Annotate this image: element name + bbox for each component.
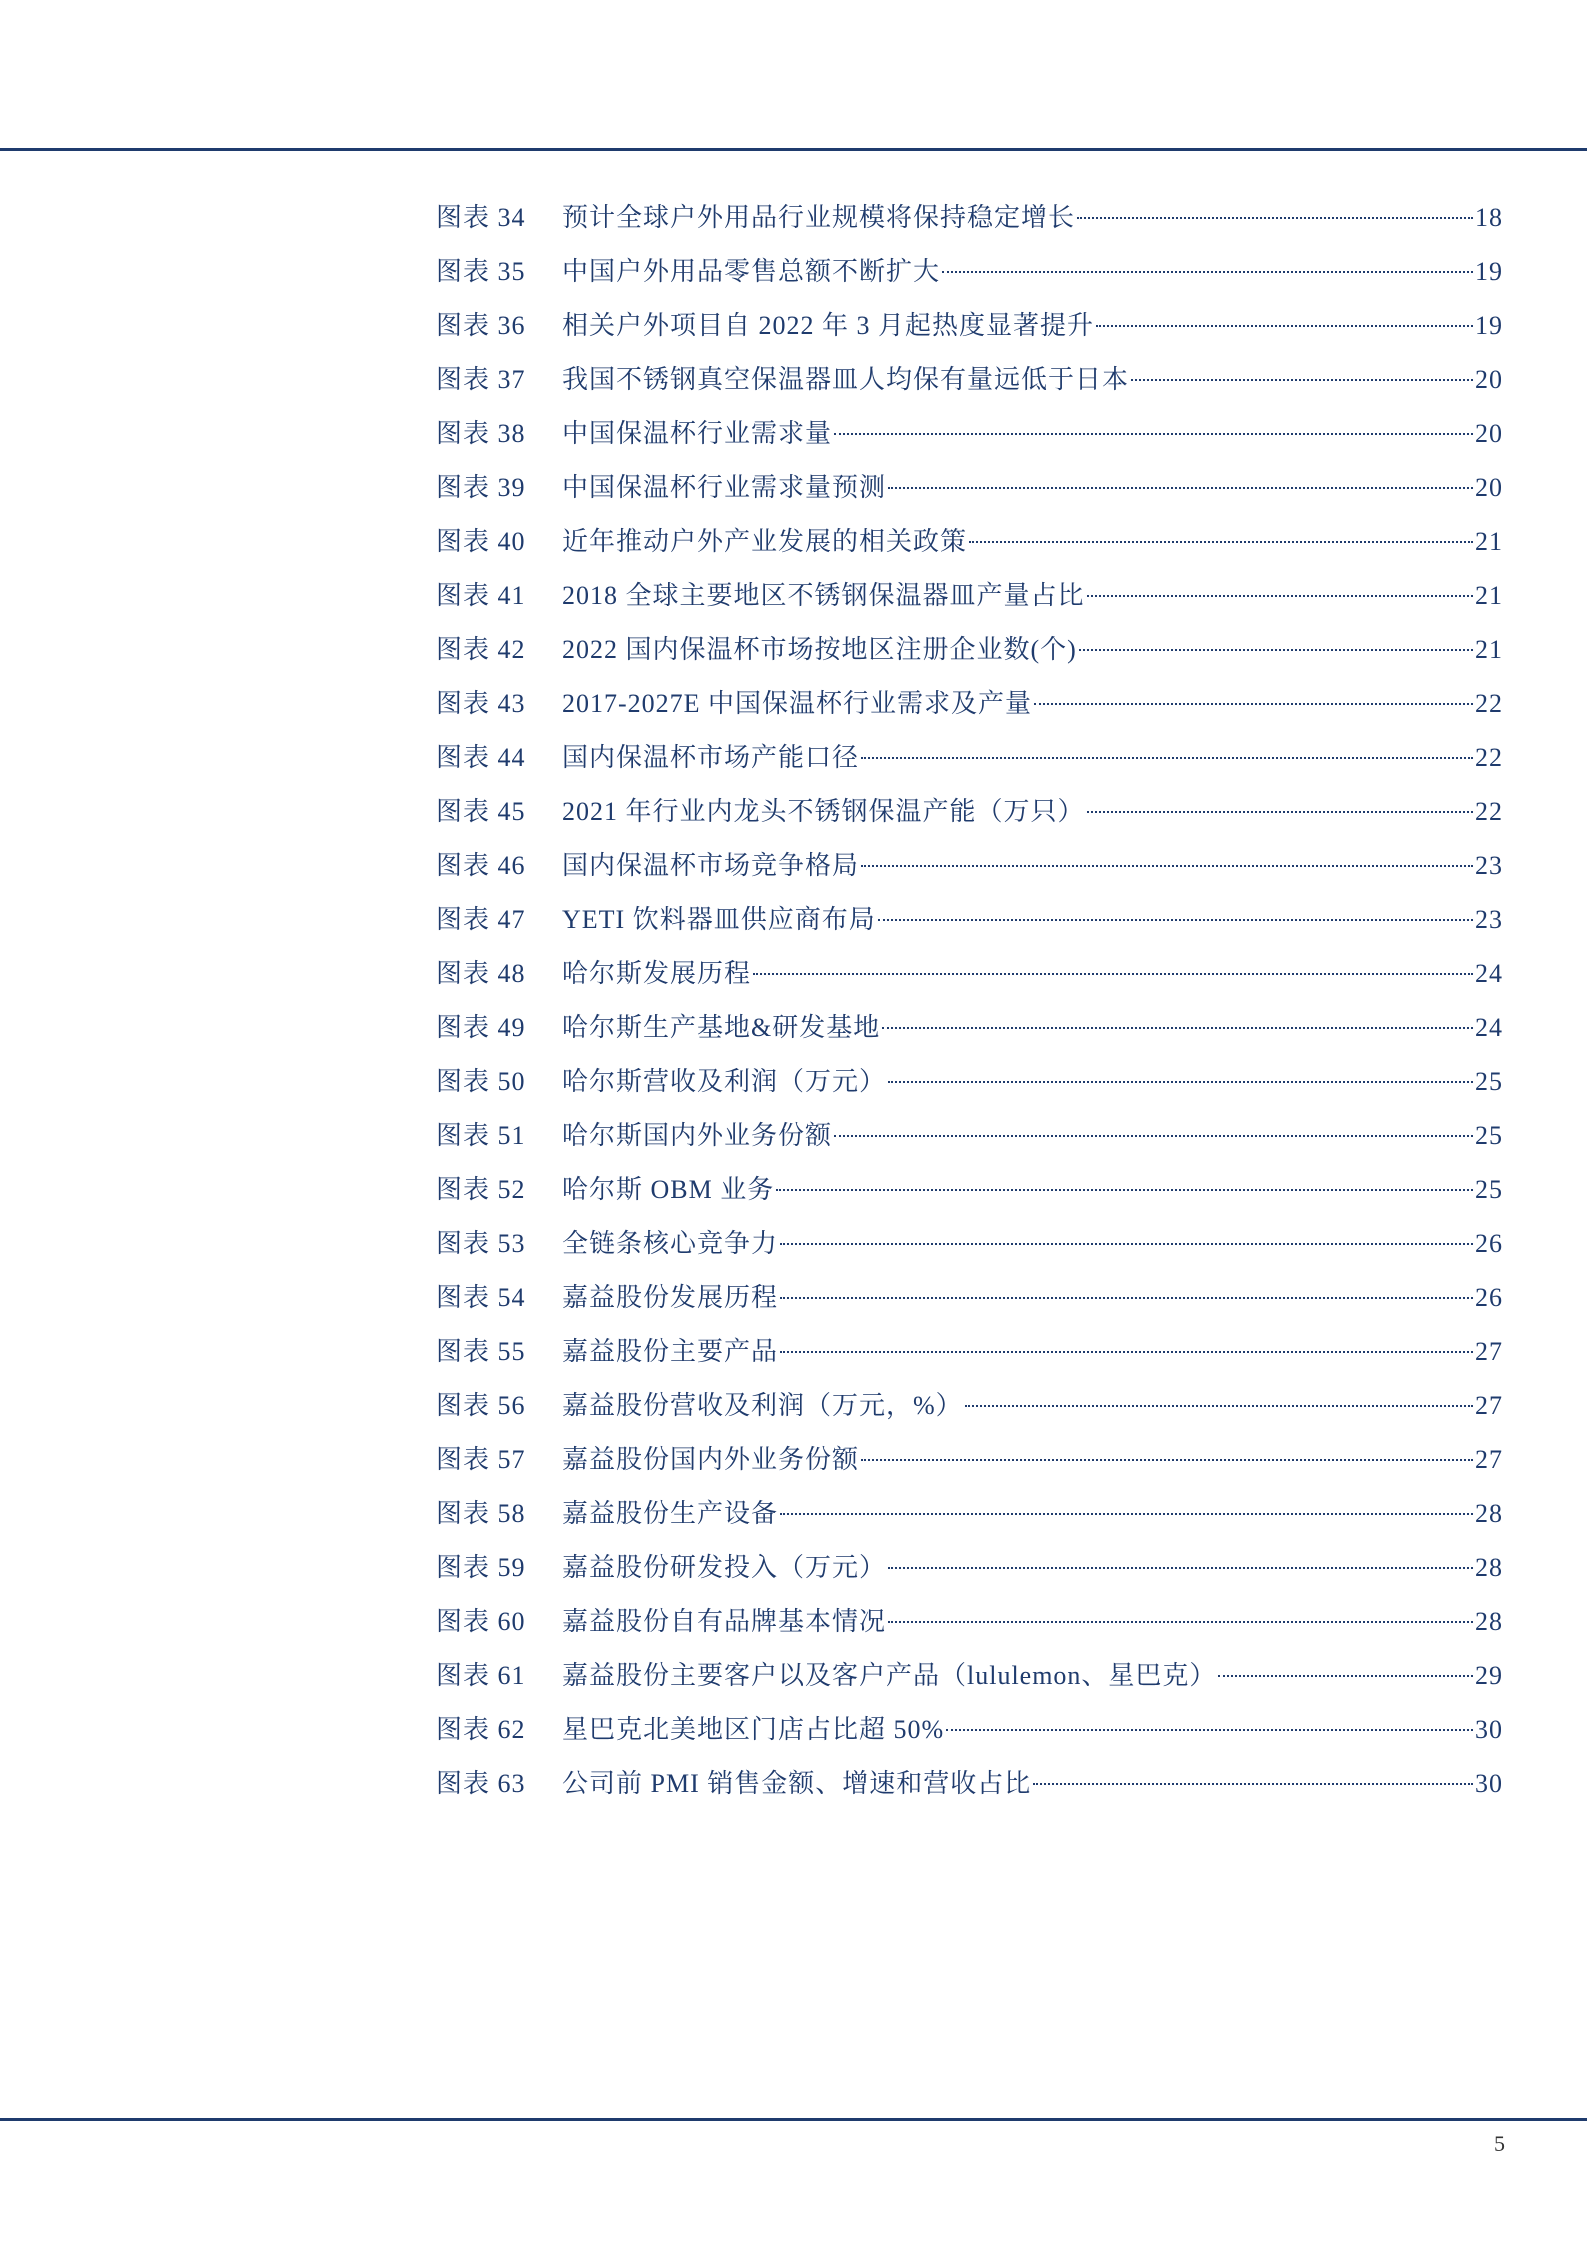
toc-entry[interactable] xyxy=(436,1709,1503,1763)
figure-page: 25 xyxy=(1475,1175,1503,1204)
figure-title: 国内保温杯市场产能口径 xyxy=(562,743,860,772)
figure-title: 国内保温杯市场竞争格局 xyxy=(562,851,860,880)
figure-title: 嘉益股份主要产品 xyxy=(562,1337,779,1366)
figure-title: 2021 年行业内龙头不锈钢保温产能（万只） xyxy=(562,797,1085,826)
figure-label: 图表 46 xyxy=(436,851,526,880)
figure-title: 2022 国内保温杯市场按地区注册企业数(个) xyxy=(562,635,1077,664)
figure-label: 图表 42 xyxy=(436,635,526,664)
figure-title: 哈尔斯发展历程 xyxy=(562,959,752,988)
dot-leader xyxy=(861,865,1473,867)
toc-entry[interactable] xyxy=(436,1061,1503,1115)
figure-label: 图表 55 xyxy=(436,1337,526,1366)
figure-index xyxy=(436,197,1503,1817)
figure-title: 近年推动户外产业发展的相关政策 xyxy=(562,527,968,556)
toc-entry[interactable] xyxy=(436,1007,1503,1061)
dot-leader xyxy=(888,1081,1473,1083)
page-number: 5 xyxy=(1494,2131,1505,2156)
dot-leader xyxy=(753,973,1473,975)
figure-page: 18 xyxy=(1475,203,1503,232)
dot-leader xyxy=(888,1567,1473,1569)
dot-leader xyxy=(1079,649,1473,651)
figure-page: 26 xyxy=(1475,1229,1503,1258)
figure-label: 图表 47 xyxy=(436,905,526,934)
toc-entry[interactable] xyxy=(436,737,1503,791)
figure-page: 29 xyxy=(1475,1661,1503,1690)
toc-entry[interactable] xyxy=(436,1439,1503,1493)
figure-title: 公司前 PMI 销售金额、增速和营收占比 xyxy=(562,1769,1032,1798)
dot-leader xyxy=(861,757,1473,759)
figure-title: 2017-2027E 中国保温杯行业需求及产量 xyxy=(562,689,1033,718)
figure-label: 图表 59 xyxy=(436,1553,526,1582)
figure-label: 图表 52 xyxy=(436,1175,526,1204)
figure-page: 24 xyxy=(1475,959,1503,988)
figure-label: 图表 58 xyxy=(436,1499,526,1528)
toc-entry[interactable] xyxy=(436,953,1503,1007)
toc-entry[interactable] xyxy=(436,845,1503,899)
figure-page: 25 xyxy=(1475,1121,1503,1150)
toc-entry[interactable] xyxy=(436,521,1503,575)
figure-title: 嘉益股份自有品牌基本情况 xyxy=(562,1607,887,1636)
figure-label: 图表 43 xyxy=(436,689,526,718)
toc-entry[interactable] xyxy=(436,1115,1503,1169)
figure-title: 哈尔斯国内外业务份额 xyxy=(562,1121,833,1150)
dot-leader xyxy=(878,919,1473,921)
figure-label: 图表 36 xyxy=(436,311,526,340)
toc-entry[interactable] xyxy=(436,467,1503,521)
toc-entry[interactable] xyxy=(436,1277,1503,1331)
figure-label: 图表 63 xyxy=(436,1769,526,1798)
figure-title: YETI 饮料器皿供应商布局 xyxy=(562,905,876,934)
dot-leader xyxy=(888,487,1473,489)
dot-leader xyxy=(1077,217,1473,219)
figure-page: 28 xyxy=(1475,1607,1503,1636)
figure-title: 中国户外用品零售总额不断扩大 xyxy=(562,257,941,286)
figure-label: 图表 45 xyxy=(436,797,526,826)
figure-page: 30 xyxy=(1475,1769,1503,1798)
figure-label: 图表 53 xyxy=(436,1229,526,1258)
toc-entry[interactable] xyxy=(436,683,1503,737)
dot-leader xyxy=(780,1351,1473,1353)
toc-entry[interactable] xyxy=(436,1655,1503,1709)
figure-title: 嘉益股份发展历程 xyxy=(562,1283,779,1312)
figure-page: 27 xyxy=(1475,1445,1503,1474)
figure-page: 19 xyxy=(1475,257,1503,286)
toc-entry[interactable] xyxy=(436,899,1503,953)
figure-page: 30 xyxy=(1475,1715,1503,1744)
figure-label: 图表 41 xyxy=(436,581,526,610)
dot-leader xyxy=(882,1027,1473,1029)
header-divider xyxy=(0,148,1587,151)
toc-entry[interactable] xyxy=(436,197,1503,251)
toc-entry[interactable] xyxy=(436,359,1503,413)
figure-title: 2018 全球主要地区不锈钢保温器皿产量占比 xyxy=(562,581,1085,610)
toc-entry[interactable] xyxy=(436,575,1503,629)
dot-leader xyxy=(965,1405,1473,1407)
dot-leader xyxy=(776,1189,1473,1191)
figure-title: 预计全球户外用品行业规模将保持稳定增长 xyxy=(562,203,1076,232)
figure-title: 哈尔斯营收及利润（万元） xyxy=(562,1067,887,1096)
figure-title: 哈尔斯生产基地&研发基地 xyxy=(562,1013,881,1042)
footer-divider xyxy=(0,2118,1587,2121)
figure-page: 27 xyxy=(1475,1337,1503,1366)
toc-entry[interactable] xyxy=(436,1547,1503,1601)
figure-label: 图表 51 xyxy=(436,1121,526,1150)
figure-title: 我国不锈钢真空保温器皿人均保有量远低于日本 xyxy=(562,365,1130,394)
figure-title: 星巴克北美地区门店占比超 50% xyxy=(562,1715,945,1744)
figure-title: 嘉益股份营收及利润（万元，%） xyxy=(562,1391,963,1420)
toc-entry[interactable] xyxy=(436,1385,1503,1439)
figure-title: 嘉益股份生产设备 xyxy=(562,1499,779,1528)
figure-page: 28 xyxy=(1475,1553,1503,1582)
dot-leader xyxy=(1087,811,1473,813)
dot-leader xyxy=(1087,595,1473,597)
dot-leader xyxy=(1131,379,1473,381)
toc-entry[interactable] xyxy=(436,251,1503,305)
dot-leader xyxy=(1218,1675,1473,1677)
dot-leader xyxy=(942,271,1473,273)
toc-entry[interactable] xyxy=(436,1763,1503,1817)
toc-entry[interactable] xyxy=(436,305,1503,359)
figure-label: 图表 54 xyxy=(436,1283,526,1312)
toc-entry[interactable] xyxy=(436,413,1503,467)
figure-page: 21 xyxy=(1475,527,1503,556)
figure-label: 图表 40 xyxy=(436,527,526,556)
figure-page: 22 xyxy=(1475,743,1503,772)
figure-title: 相关户外项目自 2022 年 3 月起热度显著提升 xyxy=(562,311,1095,340)
figure-page: 28 xyxy=(1475,1499,1503,1528)
figure-page: 19 xyxy=(1475,311,1503,340)
figure-title: 哈尔斯 OBM 业务 xyxy=(562,1175,775,1204)
figure-label: 图表 39 xyxy=(436,473,526,502)
dot-leader xyxy=(888,1621,1473,1623)
figure-page: 21 xyxy=(1475,635,1503,664)
figure-page: 21 xyxy=(1475,581,1503,610)
dot-leader xyxy=(1033,1783,1473,1785)
figure-label: 图表 38 xyxy=(436,419,526,448)
dot-leader xyxy=(780,1297,1473,1299)
dot-leader xyxy=(780,1513,1473,1515)
dot-leader xyxy=(780,1243,1473,1245)
figure-title: 嘉益股份研发投入（万元） xyxy=(562,1553,887,1582)
figure-page: 22 xyxy=(1475,689,1503,718)
dot-leader xyxy=(834,1135,1473,1137)
figure-title: 全链条核心竞争力 xyxy=(562,1229,779,1258)
toc-entry[interactable] xyxy=(436,1169,1503,1223)
figure-page: 23 xyxy=(1475,851,1503,880)
figure-label: 图表 48 xyxy=(436,959,526,988)
figure-page: 20 xyxy=(1475,473,1503,502)
figure-page: 20 xyxy=(1475,365,1503,394)
figure-label: 图表 57 xyxy=(436,1445,526,1474)
toc-entry[interactable] xyxy=(436,791,1503,845)
dot-leader xyxy=(861,1459,1473,1461)
dot-leader xyxy=(946,1729,1473,1731)
figure-page: 26 xyxy=(1475,1283,1503,1312)
figure-title: 中国保温杯行业需求量预测 xyxy=(562,473,887,502)
dot-leader xyxy=(1096,325,1473,327)
figure-label: 图表 56 xyxy=(436,1391,526,1420)
figure-label: 图表 50 xyxy=(436,1067,526,1096)
figure-page: 27 xyxy=(1475,1391,1503,1420)
dot-leader xyxy=(1034,703,1473,705)
figure-page: 25 xyxy=(1475,1067,1503,1096)
figure-page: 24 xyxy=(1475,1013,1503,1042)
toc-entry[interactable] xyxy=(436,1331,1503,1385)
figure-label: 图表 49 xyxy=(436,1013,526,1042)
figure-page: 20 xyxy=(1475,419,1503,448)
figure-label: 图表 62 xyxy=(436,1715,526,1744)
figure-label: 图表 61 xyxy=(436,1661,526,1690)
figure-title: 嘉益股份国内外业务份额 xyxy=(562,1445,860,1474)
dot-leader xyxy=(969,541,1473,543)
figure-label: 图表 35 xyxy=(436,257,526,286)
figure-title: 嘉益股份主要客户以及客户产品（lululemon、星巴克） xyxy=(562,1661,1217,1690)
toc-entry[interactable] xyxy=(436,629,1503,683)
figure-page: 22 xyxy=(1475,797,1503,826)
figure-label: 图表 60 xyxy=(436,1607,526,1636)
toc-entry[interactable] xyxy=(436,1223,1503,1277)
toc-entry[interactable] xyxy=(436,1601,1503,1655)
figure-label: 图表 34 xyxy=(436,203,526,232)
figure-title: 中国保温杯行业需求量 xyxy=(562,419,833,448)
dot-leader xyxy=(834,433,1473,435)
figure-page: 23 xyxy=(1475,905,1503,934)
figure-label: 图表 37 xyxy=(436,365,526,394)
figure-label: 图表 44 xyxy=(436,743,526,772)
toc-entry[interactable] xyxy=(436,1493,1503,1547)
